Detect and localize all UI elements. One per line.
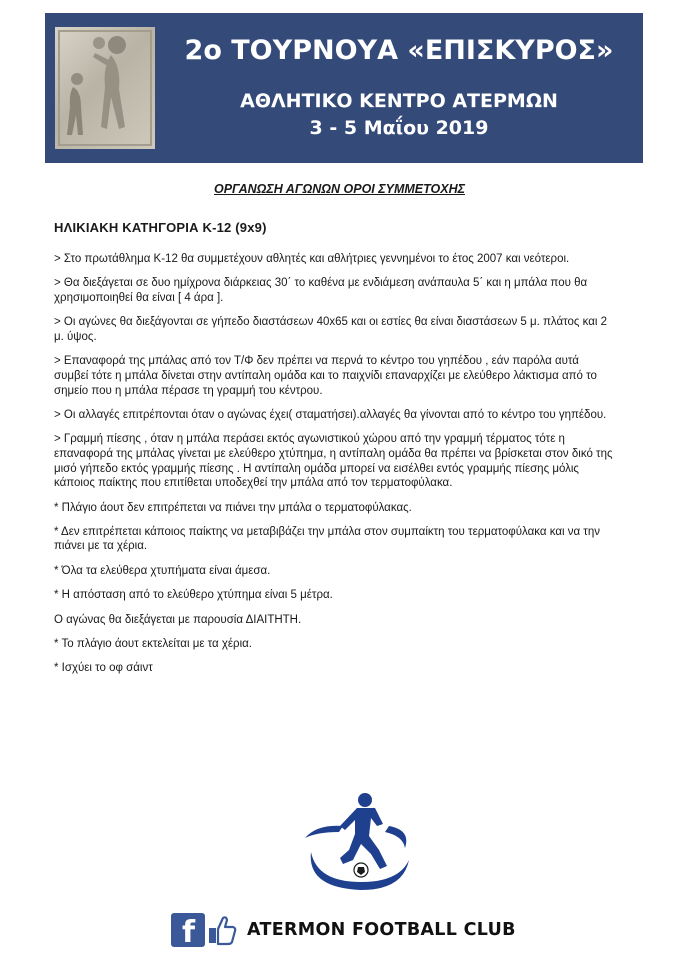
- facebook-letter: f: [182, 915, 196, 950]
- rule-item: > Στο πρωτάθλημα Κ-12 θα συμμετέχουν αθλητές και αθλήτριες γεννημένοι το έτος 2007 και νεότεροι.: [54, 253, 570, 265]
- rule-item: * Πλάγιο άουτ δεν επιτρέπεται να πιάνει την μπάλα ο τερματοφύλακας.: [54, 501, 412, 514]
- rules-list: [54, 252, 614, 686]
- rule-item: > Οι αλλαγές επιτρέπονται όταν ο αγώνας έχει( σταματήσει).αλλαγές θα γίνονται από το κέντρο του γηπέδου.: [54, 408, 607, 421]
- rule-item: * Η απόσταση από το ελεύθερο χτύπημα είναι 5 μέτρα.: [54, 589, 333, 602]
- rule-item: > Γραμμή πίεσης , όταν η μπάλα περάσει εκτός αγωνιστικού χώρου από την γραμμή τέρματος τότε η επαναφορά της μπάλας γίνεται με ελεύθερο χτύπημα, η αντίπαλη ομάδα θα πρέπει να βρίσκεται στον δικό της μισό γήπεδο εκτός γραμμής πίεσης . Η αντίπαλη ομάδα μπορεί να εισέλθει εντός γραμμής πίεσης μόλις κάποιος παίκτης που επιτίθεται υποδεχθεί την μπάλα από τον τερματοφύλακα.: [54, 433, 613, 490]
- section-heading: ΟΡΓΑΝΩΣΗ ΑΓΩΝΩΝ ΟΡΟΙ ΣΥΜΜΕΤΟΧΗΣ: [213, 182, 465, 196]
- relief-figures-icon: [55, 27, 155, 149]
- rule-item: * Όλα τα ελεύθερα χτυπήματα είναι άμεσα.: [54, 564, 271, 577]
- rule-item: > Οι αγώνες θα διεξάγονται σε γήπεδο διαστάσεων 40x65 και οι εστίες θα είναι διαστάσεων 5 μ. πλάτος και 2 μ. ύψος.: [54, 316, 608, 343]
- club-name: ATERMON FOOTBALL CLUB: [247, 920, 516, 940]
- header-banner: [45, 13, 643, 163]
- footer: [171, 913, 516, 950]
- rule-item: > Θα διεξάγεται σε δυο ημίχρονα διάρκειας 30΄ το καθένα με ενδιάμεση ανάπαυλα 5΄ και η μπάλα που θα χρησιμοποιηθεί θα είναι [ 4 άρα ].: [54, 277, 588, 304]
- football-player-swoosh-logo-icon: [303, 790, 413, 894]
- rule-item: Ο αγώνας θα διεξάγεται με παρουσία ΔΙΑΙΤΗΤΗ.: [54, 613, 302, 626]
- venue-title: ΑΘΛΗΤΙΚΟ ΚΕΝΤΡΟ ΑΤΕΡΜΩΝ: [240, 90, 558, 112]
- facebook-icon[interactable]: [171, 913, 205, 950]
- thumbs-up-icon[interactable]: [207, 913, 237, 947]
- rule-item: * Το πλάγιο άουτ εκτελείται με τα χέρια.: [54, 638, 252, 651]
- ancient-relief-image: [55, 27, 155, 149]
- dates-title: 3 - 5 Μαΐου 2019: [309, 117, 489, 139]
- club-logo: [303, 790, 413, 894]
- rule-item: > Επαναφορά της μπάλας από τον Τ/Φ δεν πρέπει να περνά το κέντρο του γηπέδου , εάν παρόλα αυτά συμβεί τότε η μπάλα δίνεται στην αντίπαλη ομάδα και το παιχνίδι επαναρχίζει με ελεύθερο λάκτισμα από το σημείο που η μπάλα πέρασε τη γραμμή του κέντρου.: [54, 355, 597, 397]
- tournament-title: 2ο ΤΟΥΡΝΟΥΑ «ΕΠΙΣΚΥΡΟΣ»: [184, 35, 614, 66]
- age-category-heading: ΗΛΙΚΙΑΚΗ ΚΑΤΗΓΟΡΙΑ Κ-12 (9x9): [54, 220, 267, 235]
- rule-item: * Δεν επιτρέπεται κάποιος παίκτης να μεταβιβάζει την μπάλα στον συμπαίκτη του τερματοφύλακα και να την πιάνει με τα χέρια.: [54, 525, 600, 553]
- rule-item: * Ισχύει το οφ σάιντ: [54, 662, 153, 675]
